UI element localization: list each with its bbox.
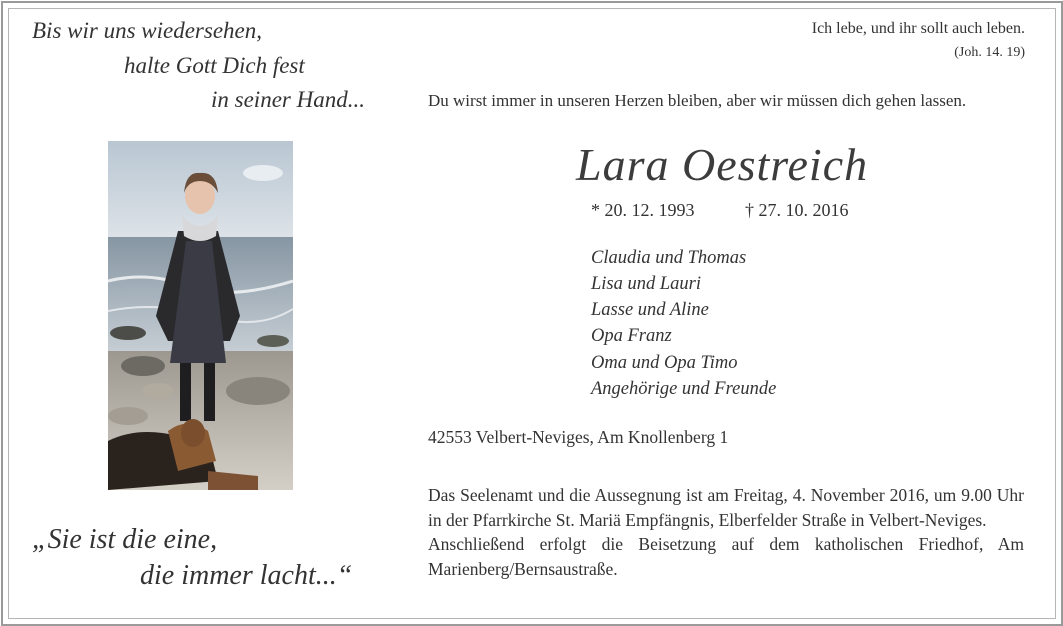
farewell-line: Du wirst immer in unseren Herzen bleiben, aber wir müssen dich gehen lassen. xyxy=(428,91,967,110)
mourner-3: Lasse und Aline xyxy=(591,300,709,320)
deceased-name: Lara Oestreich xyxy=(576,139,869,190)
mourner-6: Angehörige und Freunde xyxy=(591,379,777,399)
mourner-1: Claudia und Thomas xyxy=(591,248,747,268)
bible-reference: (Joh. 14. 19) xyxy=(954,45,1025,60)
quote-line-1: „Sie ist die eine, xyxy=(32,524,218,555)
mourner-5: Oma und Opa Timo xyxy=(591,353,738,373)
funeral-notice xyxy=(428,483,1024,581)
address: 42553 Velbert-Neviges, Am Knollenberg 1 xyxy=(428,427,729,447)
death-date: † 27. 10. 2016 xyxy=(745,200,849,220)
birth-date: * 20. 12. 1993 xyxy=(591,200,695,220)
notice-paragraph-1: Das Seelenamt und die Aussegnung ist am Freitag, 4. November 2016, um 9.00 Uhr in der Pfarrkirche St. Mariä Empfängnis, Elberfelder Straße in Velbert-Neviges. xyxy=(428,485,1024,530)
quote-line-2: die immer lacht...“ xyxy=(140,560,353,591)
verse-left-line-2: halte Gott Dich fest xyxy=(124,53,305,78)
mourner-4: Opa Franz xyxy=(591,326,672,346)
notice-paragraph-2: Anschließend erfolgt die Beisetzung auf dem katholischen Friedhof, Am Marienberg/Bernsaustraße. xyxy=(428,534,1024,579)
verse-left-line-3: in seiner Hand... xyxy=(211,87,365,112)
mourner-2: Lisa und Lauri xyxy=(591,274,702,294)
verse-left-line-1: Bis wir uns wiedersehen, xyxy=(32,18,262,43)
bible-verse: Ich lebe, und ihr sollt auch leben. xyxy=(811,20,1025,37)
portrait-photo xyxy=(108,141,293,490)
